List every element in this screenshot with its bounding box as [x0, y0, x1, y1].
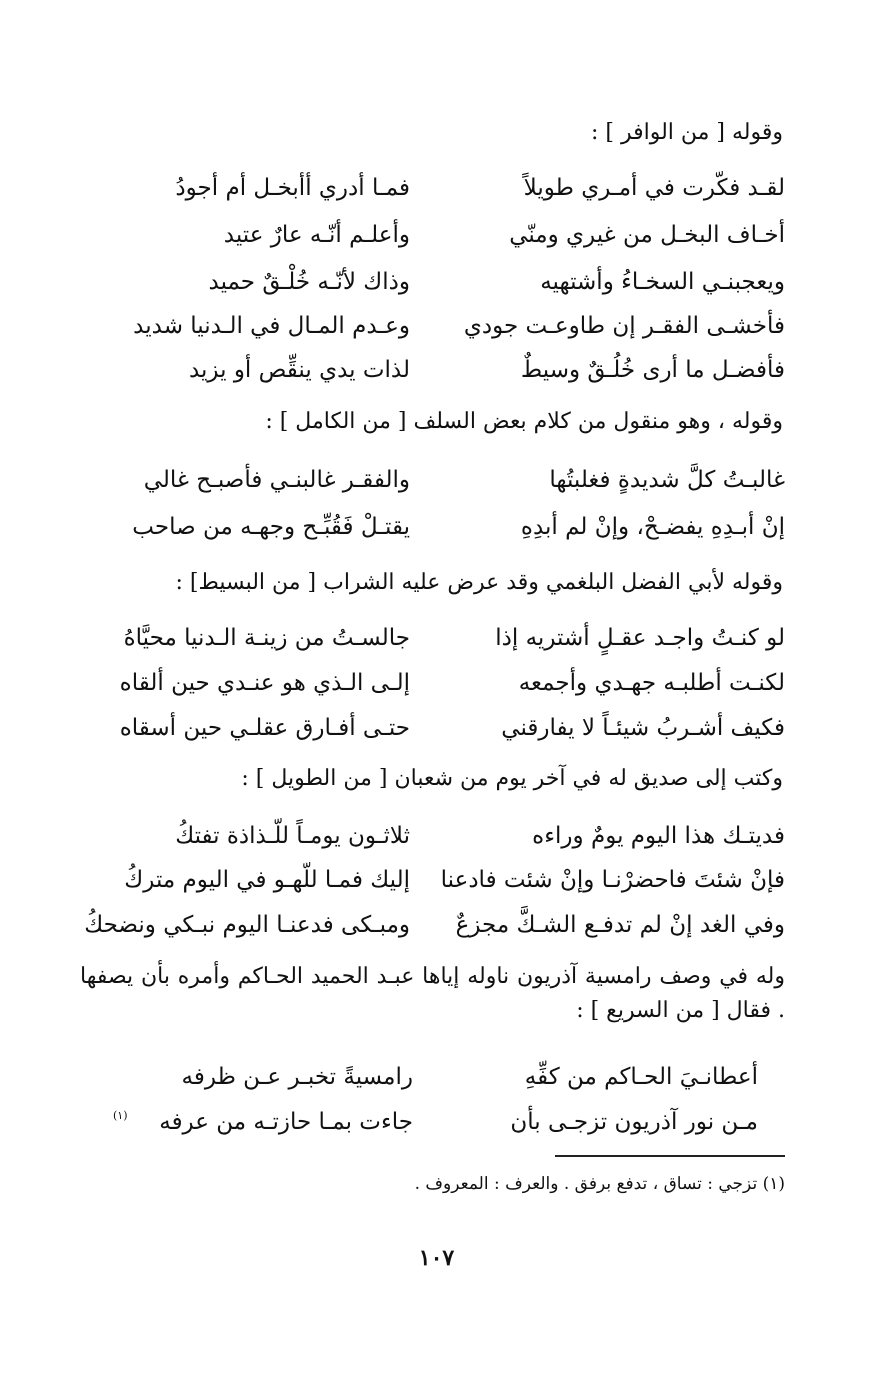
second-hemistich: جالسـتُ من زينـة الـدنيا محيَّاهُ: [123, 625, 410, 651]
section-intro: وقوله ، وهو منقول من كلام بعض السلف [ من الكامل ] :: [265, 409, 783, 434]
verse-line: [80, 618, 785, 658]
second-hemistich: والفقـر غالبنـي فأصبـح غالي: [143, 467, 410, 493]
first-hemistich: فأخشـى الفقـر إن طاوعـت جودي: [463, 313, 785, 339]
section-intro: وله في وصف رامسية آذريون ناوله إياها عبـد الحميد الحـاكم وأمره بأن يصفها . فقال [ من السريع ] :: [80, 964, 785, 1023]
first-hemistich: أخـاف البخـل من غيري ومنّي: [509, 222, 785, 248]
verse-line: [80, 663, 785, 703]
page-number: ١٠٧: [418, 1245, 455, 1271]
first-hemistich: أعطانـيَ الحـاكم من كفِّهِ: [524, 1064, 758, 1090]
second-hemistich: ثلاثـون يومـاً للّـذاذة تفتكُ: [175, 823, 410, 849]
second-hemistich: وعـدم المـال في الـدنيا شديد: [133, 313, 410, 339]
first-hemistich: إنْ أبـدِهِ يفضـحْ، وإنْ لم أبدِهِ: [520, 514, 785, 540]
hemistich-text: جاءت بمـا حازتـه من عرفه: [159, 1109, 413, 1135]
footnote-marker: (١): [113, 1109, 128, 1122]
second-hemistich: [113, 1109, 413, 1135]
first-hemistich: لو كنـتُ واجـد عقـلٍ أشتريه إذا: [495, 625, 785, 651]
first-hemistich: فكيف أشـربُ شيئـاً لا يفارقني: [501, 715, 785, 741]
verse-line: [80, 905, 785, 945]
first-hemistich: لكنـت أطلبـه جهـدي وأجمعه: [518, 670, 785, 696]
second-hemistich: حتـى أفـارق عقلـي حين أسقاه: [119, 715, 410, 741]
verse-line: [80, 708, 785, 748]
second-hemistich: وأعلـم أنّـه عارٌ عتيد: [223, 222, 410, 248]
first-hemistich: وفي الغد إنْ لم تدفـع الشـكَّ مجزعٌ: [455, 912, 785, 938]
first-hemistich: فإنْ شئتَ فاحضرْنـا وإنْ شئت فادعنا: [440, 867, 785, 893]
verse-line: [108, 1057, 758, 1097]
second-hemistich: إلـى الـذي هو عنـدي حين ألقاه: [119, 670, 410, 696]
first-hemistich: غالبـتُ كلَّ شديدةٍ فغلبتُها: [549, 467, 785, 493]
verse-line: [80, 306, 785, 346]
first-hemistich: فديتـك هذا اليوم يومٌ وراءه: [532, 823, 785, 849]
first-hemistich: ويعجبنـي السخـاءُ وأشتهيه: [540, 269, 785, 295]
footnote: (١) تزجي : تساق ، تدفع برفق . والعرف : المعروف .: [414, 1174, 785, 1194]
verse-line: [108, 1102, 758, 1142]
second-hemistich: رامسيةً تخبـر عـن ظرفه: [181, 1064, 413, 1090]
first-hemistich: فأفضـل ما أرى خُلُـقٌ وسيطٌ: [520, 357, 785, 383]
section-intro: وكتب إلى صديق له في آخر يوم من شعبان [ من الطويل ] :: [241, 766, 783, 791]
section-intro: وقوله [ من الوافر ] :: [590, 120, 783, 145]
verse-line: [80, 460, 785, 500]
first-hemistich: لقـد فكّرت في أمـري طويلاً: [523, 175, 785, 201]
second-hemistich: لذات يدي ينقِّص أو يزيد: [188, 357, 410, 383]
verse-line: [80, 816, 785, 856]
footnote-divider: [555, 1155, 785, 1157]
section-intro: وقوله لأبي الفضل البلغمي وقد عرض عليه الشراب [ من البسيط] :: [175, 570, 783, 595]
verse-line: [80, 168, 785, 208]
first-hemistich: مـن نور آذريون تزجـى بأن: [510, 1109, 758, 1135]
second-hemistich: إليك فمـا للّهـو في اليوم متركُ: [124, 867, 410, 893]
second-hemistich: ومبـكى فدعنـا اليوم نبـكي ونضحكُ: [84, 912, 410, 938]
second-hemistich: يقتـلْ فَقُبِّـح وجهـه من صاحب: [132, 514, 410, 540]
verse-line: [80, 507, 785, 547]
second-hemistich: فمـا أدري أأبخـل أم أجودُ: [175, 175, 410, 201]
verse-line: [80, 350, 785, 390]
verse-line: [80, 262, 785, 302]
verse-line: [80, 860, 785, 900]
second-hemistich: وذاك لأنّـه خُلْـقٌ حميد: [208, 269, 410, 295]
verse-line: [80, 215, 785, 255]
